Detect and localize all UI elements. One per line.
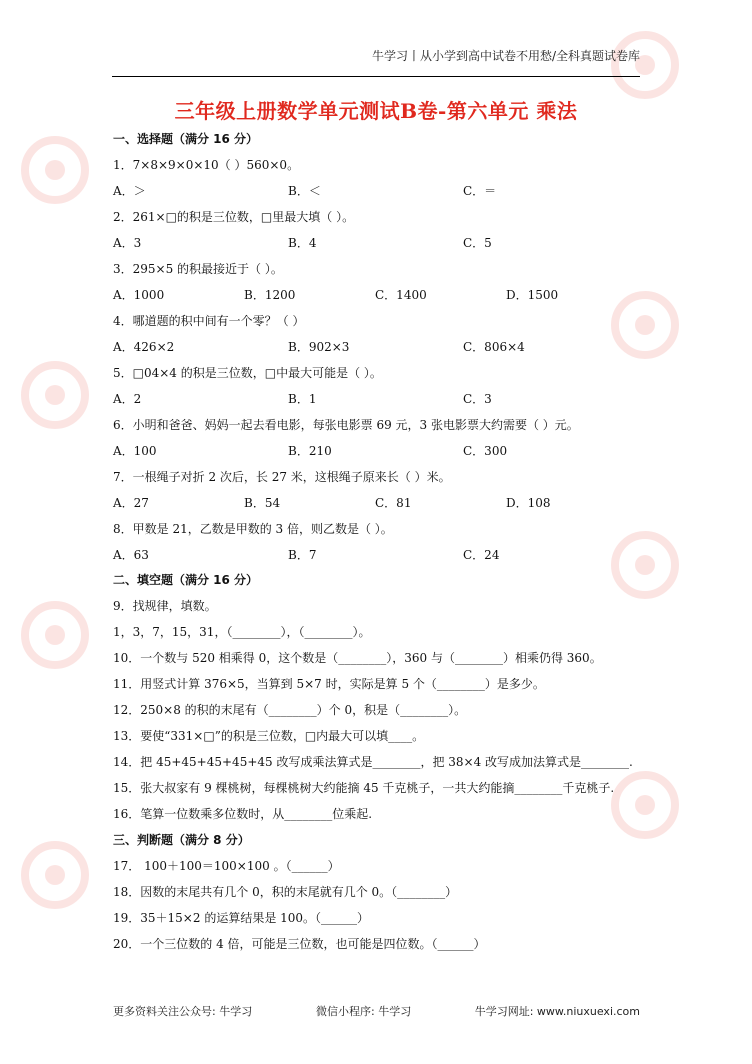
question-10: 10．一个数与 520 相乘得 0，这个数是（________），360 与（________）相乘仍得 360。 <box>113 651 602 665</box>
question-12: 12．250×8 的积的末尾有（________）个 0，积是（________）。 <box>113 703 467 717</box>
option-c: C．24 <box>463 548 500 562</box>
header-divider <box>112 76 640 77</box>
option-a: A．100 <box>113 444 157 458</box>
option-c: C．＝ <box>463 184 497 198</box>
question-4: 4．哪道题的积中间有一个零？（ ） <box>113 314 305 328</box>
question-5: 5．□04×4 的积是三位数，□中最大可能是（ ）。 <box>113 366 382 380</box>
question-6: 6．小明和爸爸、妈妈一起去看电影，每张电影票 69 元，3 张电影票大约需要（ ）元。 <box>113 418 579 432</box>
question-14: 14．把 45+45+45+45+45 改写成乘法算式是________，把 38×4 改写成加法算式是________. <box>113 755 633 769</box>
footer-right: 牛学习网址: www.niuxuexi.com <box>474 1005 640 1018</box>
question-3: 3．295×5 的积最接近于（ ）。 <box>113 262 283 276</box>
option-c: C．3 <box>463 392 492 406</box>
watermark-logo-icon <box>10 350 100 440</box>
question-17: 17． 100＋100＝100×100 。（______） <box>113 859 340 873</box>
question-9-sequence: 1，3，7，15，31，（________），（________）。 <box>113 625 371 639</box>
question-16: 16．笔算一位数乘多位数时，从________位乘起. <box>113 807 373 821</box>
option-c: C．806×4 <box>463 340 525 354</box>
section-heading: 一、选择题（满分 16 分） <box>113 132 259 146</box>
option-b: B．1200 <box>244 288 296 302</box>
question-7: 7．一根绳子对折 2 次后，长 27 米，这根绳子原来长（ ）米。 <box>113 470 451 484</box>
watermark-logo-icon <box>10 590 100 680</box>
question-18: 18．因数的末尾共有几个 0，积的末尾就有几个 0。（________） <box>113 885 458 899</box>
section-heading: 二、填空题（满分 16 分） <box>113 573 259 587</box>
option-b: B．210 <box>288 444 332 458</box>
watermark-logo-icon <box>600 280 690 370</box>
option-a: A．1000 <box>113 288 165 302</box>
question-11: 11．用竖式计算 376×5，当算到 5×7 时，实际是算 5 个（________）是多少。 <box>113 677 545 691</box>
question-19: 19．35＋15×2 的运算结果是 100。（______） <box>113 911 370 925</box>
option-a: A．＞ <box>113 184 146 198</box>
watermark-logo-icon <box>10 830 100 920</box>
watermark-logo-icon <box>600 520 690 610</box>
header-tagline: 牛学习丨从小学到高中试卷不用愁/全科真题试卷库 <box>371 49 640 63</box>
question-15: 15．张大叔家有 9 棵桃树，每棵桃树大约能摘 45 千克桃子，一共大约能摘________千克桃子. <box>113 781 615 795</box>
option-a: A．3 <box>113 236 142 250</box>
option-b: B．4 <box>288 236 317 250</box>
option-b: B．1 <box>288 392 317 406</box>
option-d: D．108 <box>506 496 551 510</box>
option-d: D．1500 <box>506 288 559 302</box>
option-c: C．5 <box>463 236 492 250</box>
footer-middle: 微信小程序: 牛学习 <box>316 1005 412 1018</box>
watermark-logo-icon <box>600 760 690 850</box>
watermark-logo-icon <box>10 125 100 215</box>
option-b: B．＜ <box>288 184 321 198</box>
page-title: 三年级上册数学单元测试B卷-第六单元 乘法 <box>174 99 578 123</box>
option-b: B．54 <box>244 496 281 510</box>
option-c: C．1400 <box>375 288 427 302</box>
section-heading: 三、判断题（满分 8 分） <box>113 833 250 847</box>
question-9: 9．找规律，填数。 <box>113 599 217 613</box>
option-c: C．300 <box>463 444 508 458</box>
option-c: C．81 <box>375 496 412 510</box>
option-b: B．902×3 <box>288 340 350 354</box>
option-b: B．7 <box>288 548 317 562</box>
question-13: 13．要使“331×□”的积是三位数，□内最大可以填____。 <box>113 729 425 743</box>
option-a: A．27 <box>113 496 149 510</box>
question-1: 1．7×8×9×0×10（ ）560×0。 <box>113 158 300 172</box>
question-2: 2．261×□的积是三位数，□里最大填（ ）。 <box>113 210 355 224</box>
question-20: 20．一个三位数的 4 倍，可能是三位数，也可能是四位数。（______） <box>113 937 486 951</box>
question-8: 8．甲数是 21，乙数是甲数的 3 倍，则乙数是（ ）。 <box>113 522 393 536</box>
option-a: A．426×2 <box>113 340 175 354</box>
footer-left: 更多资料关注公众号: 牛学习 <box>113 1005 253 1018</box>
option-a: A．63 <box>113 548 149 562</box>
option-a: A．2 <box>113 392 142 406</box>
